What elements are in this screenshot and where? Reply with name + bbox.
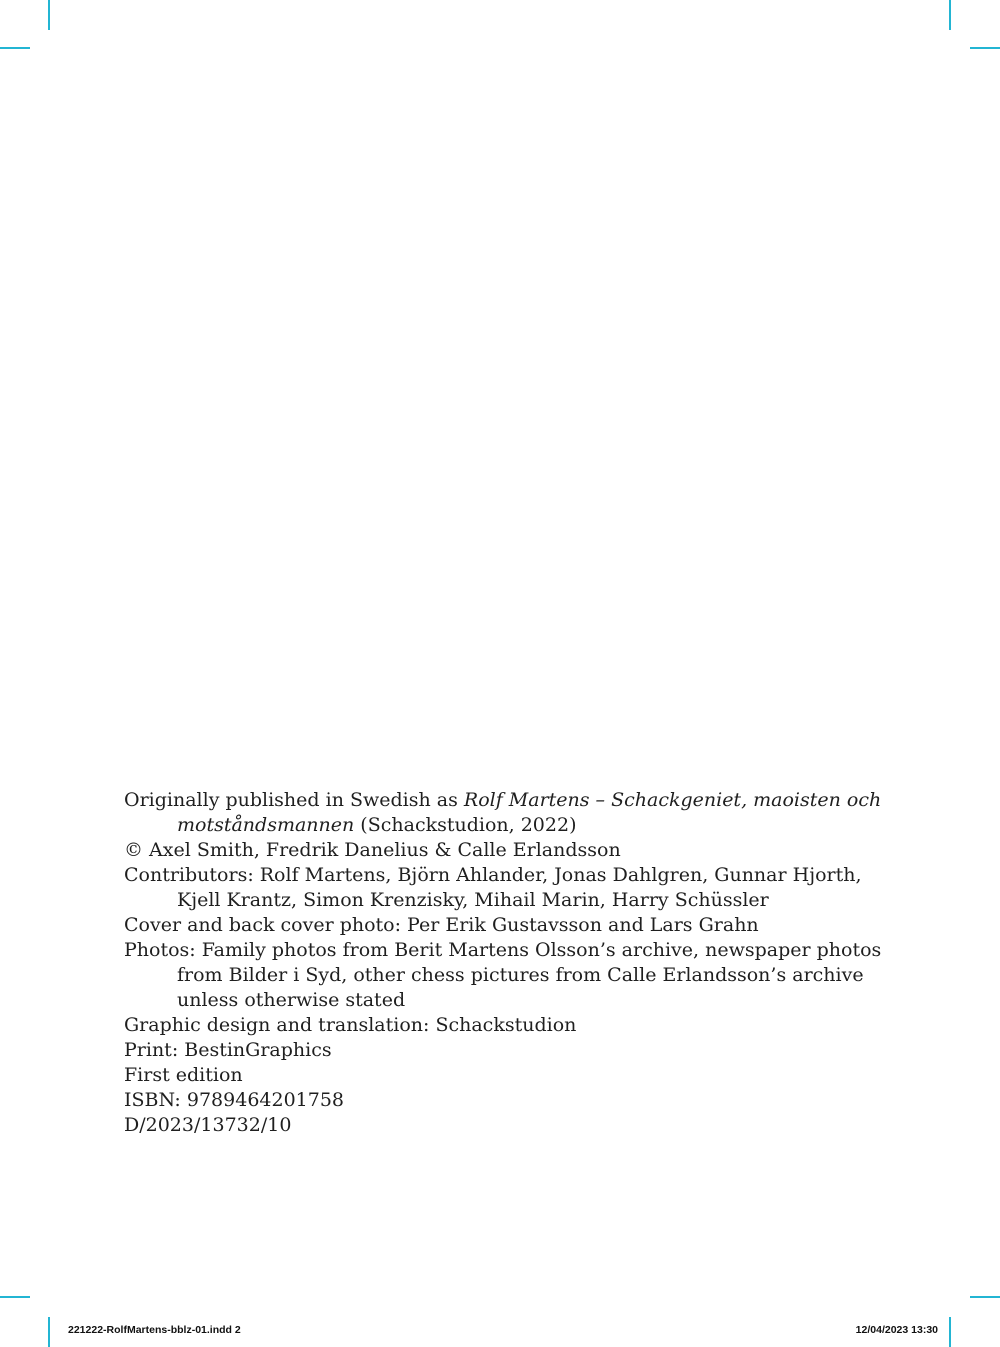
imprint-block xyxy=(124,788,882,1138)
photos-credit: Photos: Family photos from Berit Martens Olsson’s archive, newspaper photos xyxy=(124,939,882,961)
original-publication-line-2 xyxy=(124,813,854,838)
slug-datetime: 12/04/2023 13:30 xyxy=(855,1324,938,1336)
crop-mark-bottom-left-vertical xyxy=(48,1317,50,1347)
copyright-line: © Axel Smith, Fredrik Danelius & Calle Erlandsson xyxy=(124,839,621,861)
crop-mark-top-left-horizontal xyxy=(0,47,30,49)
isbn-line: ISBN: 9789464201758 xyxy=(124,1089,345,1111)
crop-mark-bottom-left-horizontal xyxy=(0,1296,30,1298)
original-publication-line xyxy=(124,788,882,813)
design-credit: Graphic design and translation: Schackstudion xyxy=(124,1014,577,1036)
crop-mark-top-left-vertical xyxy=(48,0,50,30)
original-publisher: (Schackstudion, 2022) xyxy=(354,814,577,836)
crop-mark-bottom-right-horizontal xyxy=(970,1296,1000,1298)
photos-credit-2: from Bilder i Syd, other chess pictures from Calle Erlandsson’s archive xyxy=(177,964,864,986)
slug-filename: 221222-RolfMartens-bblz-01.indd 2 xyxy=(68,1324,241,1336)
cover-photo-credit: Cover and back cover photo: Per Erik Gustavsson and Lars Grahn xyxy=(124,914,759,936)
contributors-line: Contributors: Rolf Martens, Björn Ahlander, Jonas Dahlgren, Gunnar Hjorth, xyxy=(124,864,862,886)
legal-deposit-line: D/2023/13732/10 xyxy=(124,1114,292,1136)
contributors-line-2: Kjell Krantz, Simon Krenzisky, Mihail Marin, Harry Schüssler xyxy=(177,889,769,911)
crop-mark-top-right-vertical xyxy=(949,0,951,30)
crop-mark-bottom-right-vertical xyxy=(949,1317,951,1347)
edition-line: First edition xyxy=(124,1064,243,1086)
original-title-continued: motståndsmannen xyxy=(177,814,355,836)
original-prefix: Originally published in Swedish as xyxy=(124,789,464,811)
photos-credit-3: unless otherwise stated xyxy=(177,989,406,1011)
crop-mark-top-right-horizontal xyxy=(970,47,1000,49)
original-title: Rolf Martens – Schackgeniet, maoisten och xyxy=(463,789,882,811)
print-credit: Print: BestinGraphics xyxy=(124,1039,332,1061)
